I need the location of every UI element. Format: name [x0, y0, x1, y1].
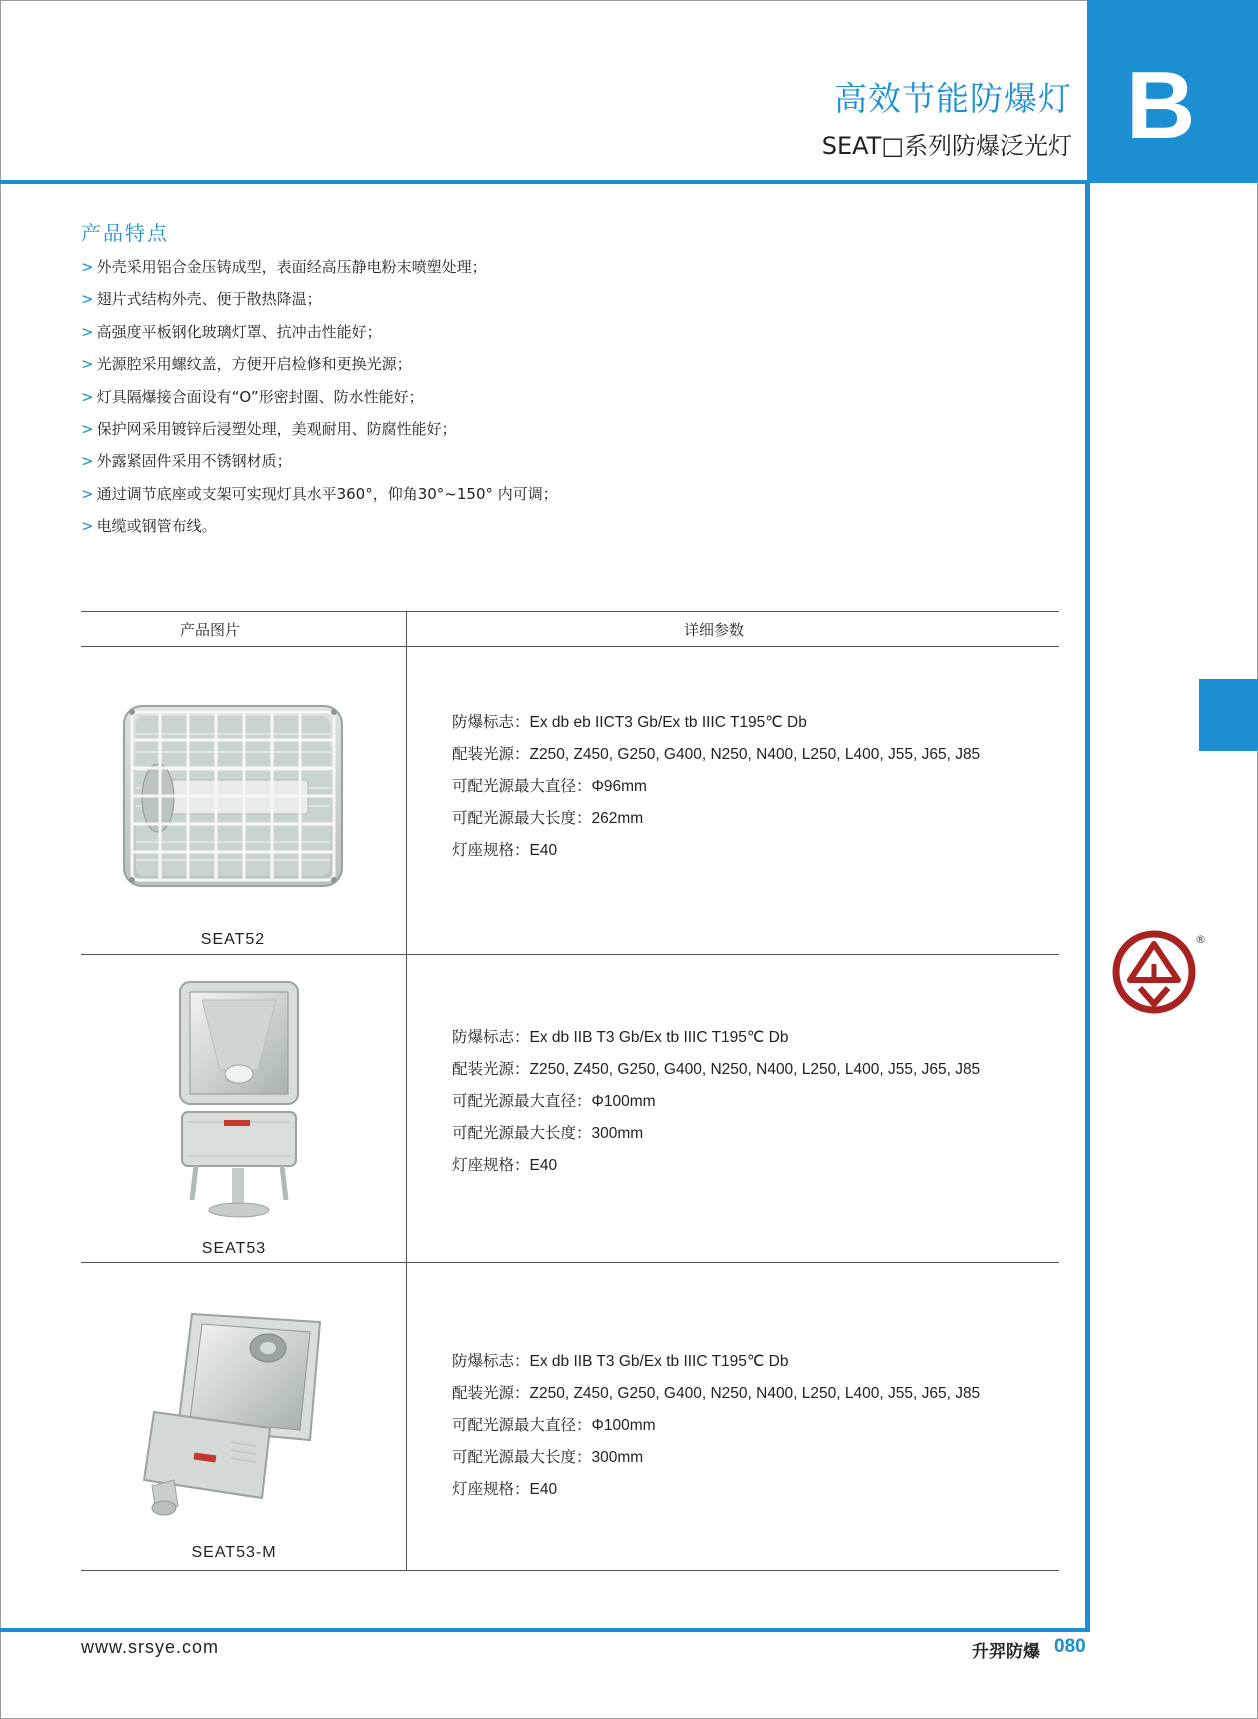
feature-text: 灯具隔爆接合面设有“O”形密封圈、防水性能好； [96, 387, 424, 406]
spec-value: E40 [529, 1157, 558, 1174]
series-title: SEAT□系列防爆泛光灯 [821, 132, 1072, 160]
spec-key: 可配光源最大长度： [452, 1124, 592, 1142]
column-header-image: 产品图片 [180, 621, 241, 639]
spec-max-length [452, 1447, 980, 1479]
spec-key: 配装光源： [452, 1060, 530, 1078]
spec-value: Z250, Z450, G250, G400, N250, N400, L250, L400, J55, J65, J85 [529, 1385, 981, 1402]
features-list [81, 253, 558, 545]
feature-item [81, 480, 558, 512]
feature-item [81, 285, 558, 317]
registered-mark: ® [1195, 933, 1206, 946]
product-image-seat53-m [134, 1302, 330, 1516]
spec-max-length [452, 1123, 980, 1155]
table-column-divider [406, 611, 407, 1571]
feature-item [81, 512, 558, 544]
bullet-arrow-icon: > [81, 387, 94, 406]
bullet-arrow-icon: > [81, 484, 94, 503]
spec-key: 配装光源： [452, 745, 530, 763]
spec-light-source [452, 744, 980, 776]
feature-text: 通过调节底座或支架可实现灯具水平360°，仰角30°~150° 内可调； [96, 484, 558, 503]
right-frame-rule [1085, 180, 1090, 1632]
spec-max-diameter [452, 1415, 980, 1447]
spec-value: 300mm [591, 1449, 644, 1466]
spec-lamp-holder [452, 840, 980, 872]
spec-value: Ex db IIB T3 Gb/Ex tb IIIC T195℃ Db [529, 1353, 789, 1370]
feature-text: 翅片式结构外壳、便于散热降温； [96, 290, 322, 309]
brand-logo-icon [1112, 930, 1196, 1014]
spec-key: 可配光源最大直径： [452, 777, 592, 795]
spec-key: 可配光源最大直径： [452, 1092, 592, 1110]
spec-value: E40 [529, 1481, 558, 1498]
spec-list [452, 1351, 980, 1511]
spec-max-diameter [452, 1091, 980, 1123]
spec-max-length [452, 808, 980, 840]
feature-item [81, 350, 558, 382]
spec-lamp-holder [452, 1479, 980, 1511]
bullet-arrow-icon: > [81, 290, 94, 309]
section-letter: B [1126, 52, 1196, 159]
feature-item [81, 318, 558, 350]
table-row-rule [81, 1262, 1059, 1263]
spec-explosion-mark [452, 1351, 980, 1383]
bullet-arrow-icon: > [81, 258, 94, 276]
model-label: SEAT53-M [191, 1544, 277, 1561]
feature-text: 保护网采用镀锌后浸塑处理，美观耐用、防腐性能好； [96, 419, 457, 438]
feature-text: 外露紧固件采用不锈钢材质； [96, 452, 292, 471]
model-label: SEAT52 [200, 931, 266, 948]
spec-key: 灯座规格： [452, 1156, 530, 1174]
spec-explosion-mark [452, 1027, 980, 1059]
feature-item [81, 415, 558, 447]
feature-text: 高强度平板钢化玻璃灯罩、抗冲击性能好； [96, 322, 382, 341]
column-header-params: 详细参数 [684, 621, 745, 639]
spec-lamp-holder [452, 1155, 980, 1187]
table-header-rule [81, 646, 1059, 647]
spec-light-source [452, 1383, 980, 1415]
spec-key: 灯座规格： [452, 1480, 530, 1498]
feature-text: 电缆或钢管布线。 [96, 517, 217, 536]
spec-key: 配装光源： [452, 1384, 530, 1402]
spec-key: 可配光源最大长度： [452, 809, 592, 827]
spec-key: 防爆标志： [452, 1352, 530, 1370]
features-heading: 产品特点 [81, 221, 169, 245]
product-image-seat52 [118, 700, 348, 892]
spec-list [452, 712, 980, 872]
spec-value: E40 [529, 842, 558, 859]
feature-item [81, 253, 558, 285]
spec-light-source [452, 1059, 980, 1091]
footer-website-link[interactable]: www.srsye.com [81, 1637, 220, 1657]
bullet-arrow-icon: > [81, 419, 94, 438]
bullet-arrow-icon: > [81, 517, 94, 536]
spec-key: 可配光源最大直径： [452, 1416, 592, 1434]
spec-value: Ex db IIB T3 Gb/Ex tb IIIC T195℃ Db [529, 1029, 789, 1046]
bullet-arrow-icon: > [81, 355, 94, 374]
spec-value: 262mm [591, 810, 644, 827]
spec-key: 灯座规格： [452, 841, 530, 859]
table-bottom-rule [81, 1570, 1059, 1571]
spec-value: Z250, Z450, G250, G400, N250, N400, L250, L400, J55, J65, J85 [529, 746, 981, 763]
spec-value: 300mm [591, 1125, 644, 1142]
feature-text: 光源腔采用螺纹盖，方便开启检修和更换光源； [96, 355, 412, 374]
spec-key: 可配光源最大长度： [452, 1448, 592, 1466]
spec-key: 防爆标志： [452, 1028, 530, 1046]
spec-value: Φ100mm [591, 1417, 656, 1434]
footer-rule [0, 1628, 1090, 1632]
page-number: 080 [1054, 1636, 1086, 1657]
category-title: 高效节能防爆灯 [834, 79, 1072, 118]
model-label: SEAT53 [201, 1240, 267, 1257]
product-image-seat53 [172, 978, 306, 1222]
feature-text: 外壳采用铝合金压铸成型，表面经高压静电粉末喷塑处理； [96, 258, 487, 276]
header-rule [0, 180, 1090, 184]
spec-value: Z250, Z450, G250, G400, N250, N400, L250, L400, J55, J65, J85 [529, 1061, 981, 1078]
bullet-arrow-icon: > [81, 452, 94, 471]
table-row-rule [81, 954, 1059, 955]
spec-key: 防爆标志： [452, 713, 530, 731]
spec-list [452, 1027, 980, 1187]
table-top-rule [81, 611, 1059, 612]
feature-item [81, 447, 558, 479]
feature-item [81, 383, 558, 415]
spec-max-diameter [452, 776, 980, 808]
spec-explosion-mark [452, 712, 980, 744]
footer-brand: 升羿防爆 [972, 1642, 1040, 1662]
spec-value: Φ96mm [591, 778, 647, 795]
spec-value: Φ100mm [591, 1093, 656, 1110]
bullet-arrow-icon: > [81, 322, 94, 341]
side-index-tab [1199, 679, 1258, 751]
spec-value: Ex db eb IICT3 Gb/Ex tb IIIC T195℃ Db [529, 714, 807, 731]
